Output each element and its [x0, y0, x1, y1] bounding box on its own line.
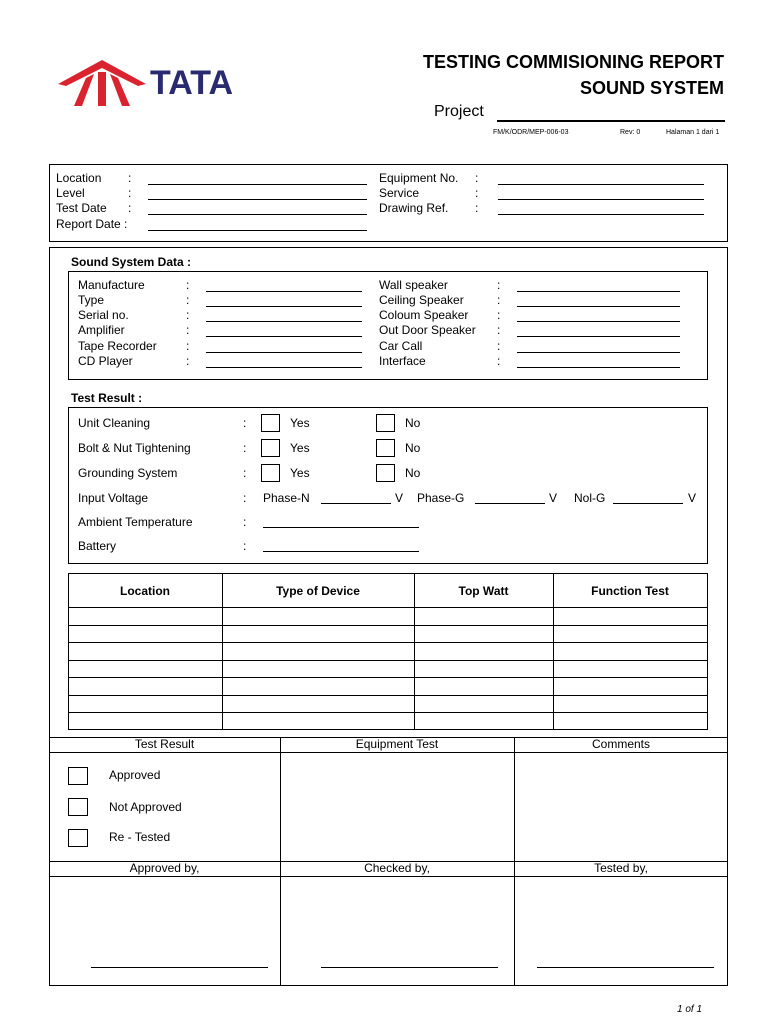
manufacture-field[interactable] — [206, 291, 362, 292]
input-voltage-label: Input Voltage — [78, 491, 149, 505]
colon: : — [243, 539, 247, 553]
re-tested-checkbox[interactable] — [68, 829, 88, 847]
colon: : — [475, 171, 479, 185]
not-approved-label: Not Approved — [109, 800, 182, 814]
col-header-location: Location — [120, 584, 170, 598]
test-date-field[interactable] — [148, 214, 367, 215]
colon: : — [186, 323, 190, 337]
bolt-nut-label: Bolt & Nut Tightening — [78, 441, 191, 455]
equipment-no-field[interactable] — [498, 184, 704, 185]
comments-col-label: Comments — [591, 737, 650, 751]
type-field[interactable] — [206, 306, 362, 307]
battery-field[interactable] — [263, 551, 419, 552]
amplifier-field[interactable] — [206, 336, 362, 337]
level-field[interactable] — [148, 199, 367, 200]
rev-label: Rev: 0 — [620, 129, 641, 136]
checked-by-label: Checked by, — [364, 861, 430, 875]
amplifier-label: Amplifier — [78, 323, 125, 337]
re-tested-label: Re - Tested — [109, 830, 171, 844]
table-divider — [222, 573, 223, 730]
car-call-field[interactable] — [517, 352, 680, 353]
unit-cleaning-yes-checkbox[interactable] — [261, 414, 280, 432]
colon: : — [475, 201, 479, 215]
tested-by-signature-line[interactable] — [537, 967, 714, 968]
bottom-divider — [49, 752, 728, 753]
colon: : — [128, 201, 132, 215]
unit-cleaning-no-checkbox[interactable] — [376, 414, 395, 432]
colon: : — [243, 491, 247, 505]
no-label: No — [405, 416, 421, 430]
battery-label: Battery — [78, 539, 117, 553]
test-date-label: Test Date — [56, 201, 107, 215]
table-row[interactable] — [68, 695, 708, 696]
coloum-speaker-field[interactable] — [517, 321, 680, 322]
yes-label: Yes — [290, 416, 310, 430]
outdoor-speaker-field[interactable] — [517, 336, 680, 337]
bolt-nut-yes-checkbox[interactable] — [261, 439, 280, 457]
doc-code: FM/K/ODR/MEP-006-03 — [493, 129, 569, 136]
serial-no-field[interactable] — [206, 321, 362, 322]
colon: : — [186, 308, 190, 322]
colon: : — [497, 308, 501, 322]
col-header-top-watt: Top Watt — [458, 584, 509, 598]
yes-label: Yes — [290, 441, 310, 455]
col-header-function-test: Function Test — [591, 584, 669, 598]
tape-recorder-label: Tape Recorder — [78, 339, 157, 353]
ambient-temp-field[interactable] — [263, 527, 419, 528]
table-row[interactable] — [68, 660, 708, 661]
colon: : — [243, 416, 247, 430]
table-divider — [553, 573, 554, 730]
nol-g-field[interactable] — [613, 503, 683, 504]
phase-g-label: Phase-G — [417, 491, 465, 505]
colon: : — [186, 339, 190, 353]
interface-field[interactable] — [517, 367, 680, 368]
wall-speaker-label: Wall speaker — [379, 278, 448, 292]
bolt-nut-no-checkbox[interactable] — [376, 439, 395, 457]
colon: : — [243, 466, 247, 480]
volt-unit: V — [549, 491, 558, 505]
manufacture-label: Manufacture — [78, 278, 145, 292]
checked-by-signature-line[interactable] — [321, 967, 498, 968]
table-row[interactable] — [68, 677, 708, 678]
service-field[interactable] — [498, 199, 704, 200]
signature-divider — [49, 876, 728, 877]
type-label: Type — [78, 293, 105, 307]
colon: : — [497, 293, 501, 307]
coloum-speaker-label: Coloum Speaker — [379, 308, 469, 322]
logo — [58, 58, 258, 108]
colon: : — [497, 323, 501, 337]
level-label: Level — [56, 186, 85, 200]
table-divider — [414, 573, 415, 730]
colon: : — [186, 354, 190, 368]
colon: : — [243, 441, 247, 455]
equipment-no-label: Equipment No. — [379, 171, 459, 185]
volt-unit: V — [395, 491, 404, 505]
approved-checkbox[interactable] — [68, 767, 88, 785]
table-row[interactable] — [68, 712, 708, 713]
service-label: Service — [379, 186, 420, 200]
colon: : — [497, 278, 501, 292]
approved-by-signature-line[interactable] — [91, 967, 268, 968]
report-subtitle: SOUND SYSTEM — [579, 78, 724, 98]
grounding-no-checkbox[interactable] — [376, 464, 395, 482]
phase-n-field[interactable] — [321, 503, 391, 504]
car-call-label: Car Call — [379, 339, 423, 353]
tested-by-label: Tested by, — [594, 861, 648, 875]
table-row[interactable] — [68, 625, 708, 626]
phase-n-label: Phase-N — [263, 491, 310, 505]
phase-g-field[interactable] — [475, 503, 545, 504]
colon: : — [128, 171, 132, 185]
grounding-yes-checkbox[interactable] — [261, 464, 280, 482]
outdoor-speaker-label: Out Door Speaker — [379, 323, 476, 337]
grounding-label: Grounding System — [78, 466, 178, 480]
table-row[interactable] — [68, 642, 708, 643]
approved-label: Approved — [109, 768, 161, 782]
cd-player-label: CD Player — [78, 354, 133, 368]
colon: : — [128, 186, 132, 200]
colon: : — [497, 354, 501, 368]
colon: : — [186, 278, 190, 292]
report-date-label: Report Date : — [56, 217, 128, 231]
col-header-type-of-device: Type of Device — [276, 584, 360, 598]
report-date-field[interactable] — [148, 230, 367, 231]
project-label: Project — [434, 103, 484, 120]
logo-text: TATA — [150, 64, 234, 102]
drawing-ref-field[interactable] — [498, 214, 704, 215]
test-result-col-label: Test Result — [134, 737, 195, 751]
ceiling-speaker-label: Ceiling Speaker — [379, 293, 464, 307]
page-number: 1 of 1 — [677, 1004, 703, 1015]
ambient-temp-label: Ambient Temperature — [78, 515, 193, 529]
tata-logo-icon — [58, 58, 146, 108]
nol-g-label: Nol-G — [574, 491, 606, 505]
location-label: Location — [56, 171, 102, 185]
unit-cleaning-label: Unit Cleaning — [78, 416, 151, 430]
serial-no-label: Serial no. — [78, 308, 129, 322]
project-line — [497, 120, 725, 122]
report-title: TESTING COMMISIONING REPORT — [422, 52, 724, 72]
yes-label: Yes — [290, 466, 310, 480]
not-approved-checkbox[interactable] — [68, 798, 88, 816]
wall-speaker-field[interactable] — [517, 291, 680, 292]
colon: : — [243, 515, 247, 529]
ceiling-speaker-field[interactable] — [517, 306, 680, 307]
drawing-ref-label: Drawing Ref. — [379, 201, 449, 215]
equipment-test-col-label: Equipment Test — [355, 737, 439, 751]
tape-recorder-field[interactable] — [206, 352, 362, 353]
colon: : — [497, 339, 501, 353]
interface-label: Interface — [379, 354, 426, 368]
no-label: No — [405, 441, 421, 455]
approved-by-label: Approved by, — [129, 861, 200, 875]
page-ref: Halaman 1 dari 1 — [666, 129, 720, 136]
test-result-heading: Test Result : — [71, 391, 143, 405]
sound-system-heading: Sound System Data : — [71, 255, 192, 269]
colon: : — [475, 186, 479, 200]
table-row[interactable] — [68, 607, 708, 608]
cd-player-field[interactable] — [206, 367, 362, 368]
colon: : — [186, 293, 190, 307]
volt-unit: V — [688, 491, 697, 505]
location-field[interactable] — [148, 184, 367, 185]
no-label: No — [405, 466, 421, 480]
